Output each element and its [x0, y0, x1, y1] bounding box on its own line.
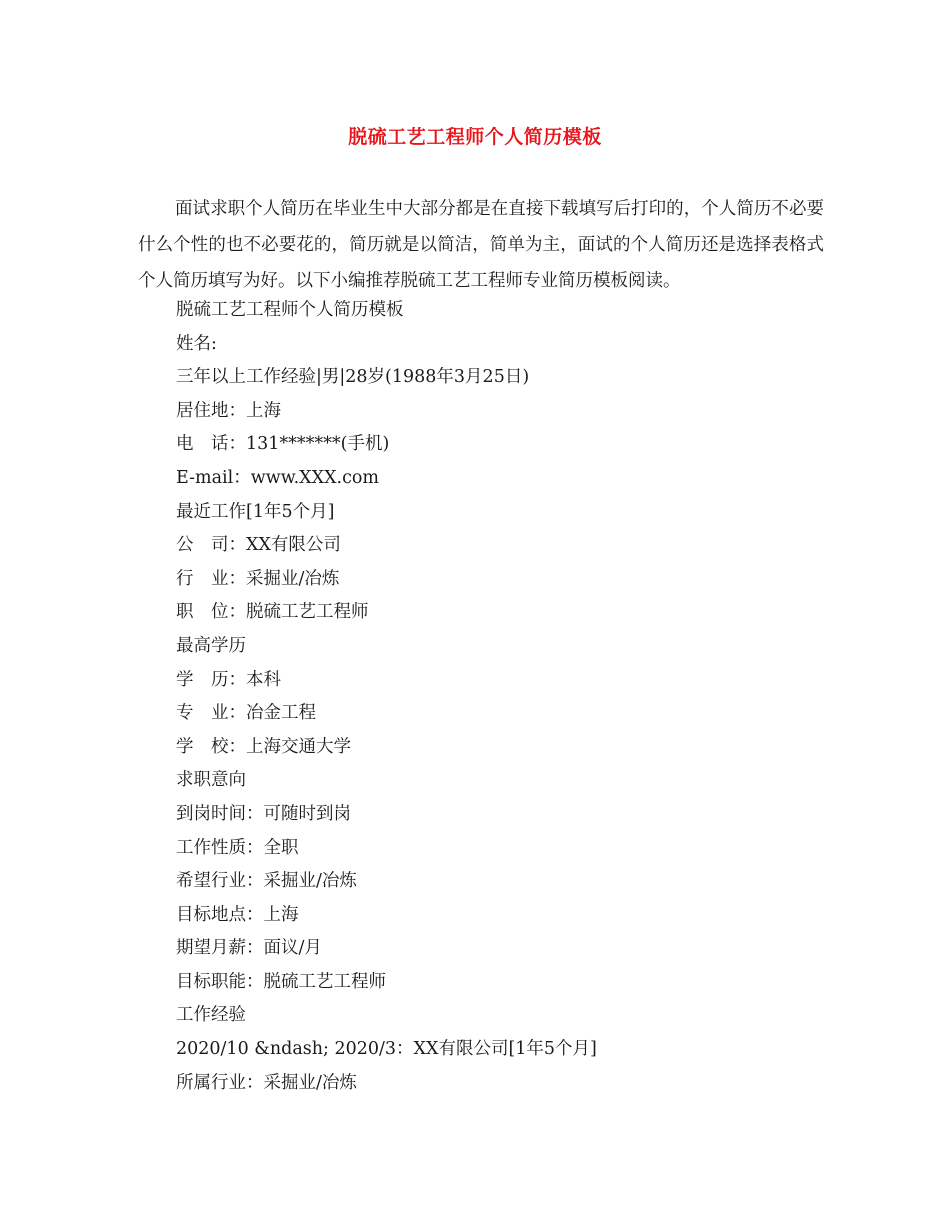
- resume-line-position: 职 位：脱硫工艺工程师: [176, 602, 369, 623]
- resume-line-major: 专 业：冶金工程: [176, 703, 316, 724]
- resume-line-phone: 电 话：131*******(手机): [176, 434, 390, 455]
- resume-line-target-function: 目标职能：脱硫工艺工程师: [176, 971, 386, 992]
- resume-line-desired-industry: 希望行业：采掘业/冶炼: [176, 871, 357, 892]
- resume-line-email: E-mail：www.XXX.com: [176, 467, 380, 488]
- resume-line-experience-summary: 三年以上工作经验|男|28岁(1988年3月25日): [176, 367, 530, 388]
- resume-line-job-type: 工作性质：全职: [176, 837, 299, 858]
- resume-line-company: 公 司：XX有限公司: [176, 535, 341, 556]
- resume-line-target-location: 目标地点：上海: [176, 904, 299, 925]
- resume-line-job-period: 2020/10 &ndash; 2020/3：XX有限公司[1年5个月]: [176, 1039, 597, 1060]
- section-heading-recent-work: 最近工作[1年5个月]: [176, 501, 335, 522]
- resume-line-name: 姓名:: [176, 333, 217, 354]
- intro-paragraph: 面试求职个人简历在毕业生中大部分都是在直接下载填写后打印的，个人简历不必要什么个性的也不必要花的，简历就是以简洁，简单为主，面试的个人简历还是选择表格式个人简历填写为好。以下小编推荐脱硫工艺工程师专业简历模板阅读。: [138, 199, 824, 291]
- resume-line-template-title: 脱硫工艺工程师个人简历模板: [176, 300, 404, 320]
- document-title: 脱硫工艺工程师个人简历模板: [348, 126, 602, 148]
- resume-line-expected-salary: 期望月薪：面议/月: [176, 938, 322, 959]
- resume-line-availability: 到岗时间：可随时到岗: [176, 803, 351, 824]
- resume-line-industry: 行 业：采掘业/冶炼: [176, 568, 340, 589]
- resume-line-job-industry: 所属行业：采掘业/冶炼: [176, 1072, 357, 1093]
- section-heading-education: 最高学历: [176, 635, 246, 656]
- resume-line-residence: 居住地：上海: [176, 400, 281, 421]
- resume-line-degree: 学 历：本科: [176, 669, 281, 690]
- section-heading-work-experience: 工作经验: [176, 1005, 246, 1026]
- resume-line-school: 学 校：上海交通大学: [176, 736, 351, 757]
- resume-lines: [176, 294, 597, 1100]
- section-heading-job-intention: 求职意向: [176, 770, 246, 791]
